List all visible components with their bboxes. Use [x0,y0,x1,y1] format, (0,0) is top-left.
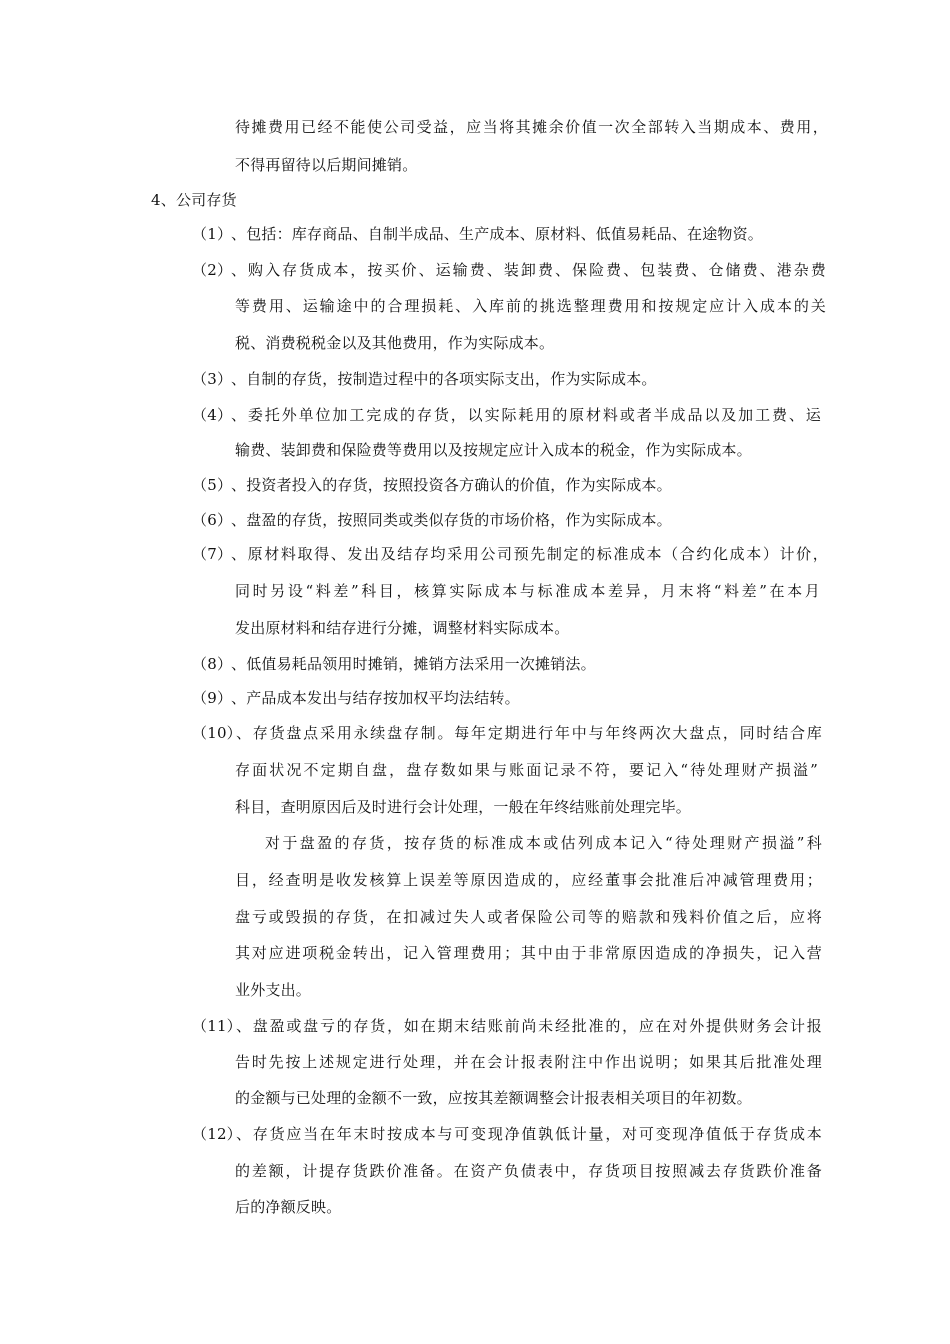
item-number: （11） [192,1017,242,1035]
item-number: （2） [192,261,233,279]
item-line: 、自制的存货，按制造过程中的各项实际支出，作为实际成本。 [231,370,657,388]
item-line: 、投资者投入的存货，按照投资各方确认的价值，作为实际成本。 [231,476,672,494]
item-number: （6） [192,511,233,529]
item-line: 发出原材料和结存进行分摊，调整材料实际成本。 [235,619,570,637]
item-number: （1） [192,225,233,243]
item-line: 输费、装卸费和保险费等费用以及按规定应计入成本的税金，作为实际成本。 [235,441,752,459]
item-line: 、原材料取得、发出及结存均采用公司预先制定的标准成本（合约化成本）计价， [231,545,828,563]
item-number: （4） [192,406,233,424]
item-line: 的差额，计提存货跌价准备。在资产负债表中，存货项目按照减去存货跌价准备 [235,1162,822,1180]
item-number: （3） [192,370,233,388]
continuation-line-2: 不得再留待以后期间摊销。 [235,156,418,174]
item-line: 税、消费税税金以及其他费用，作为实际成本。 [235,334,555,352]
item-line: 告时先按上述规定进行处理，并在会计报表附注中作出说明；如果其后批准处理 [235,1053,822,1071]
item-line: 、产品成本发出与结存按加权平均法结转。 [231,689,520,707]
item-line: 、包括：库存商品、自制半成品、生产成本、原材料、低值易耗品、在途物资。 [231,225,764,243]
paragraph-line: 目，经查明是收发核算上误差等原因造成的，应经董事会批准后冲减管理费用； [235,871,822,889]
paragraph-line: 对于盘盈的存货，按存货的标准成本或估列成本记入“待处理财产损溢”科 [265,834,822,852]
item-line: 、盘盈或盘亏的存货，如在期末结账前尚未经批准的，应在对外提供财务会计报 [236,1017,822,1035]
item-number: （7） [192,545,233,563]
item-line: 、存货盘点采用永续盘存制。每年定期进行年中与年终两次大盘点，同时结合库 [236,724,822,742]
item-line: 科目，查明原因后及时进行会计处理，一般在年终结账前处理完毕。 [235,798,692,816]
continuation-line-1: 待摊费用已经不能使公司受益，应当将其摊余价值一次全部转入当期成本、费用， [235,118,828,136]
item-line: 存面状况不定期自盘，盘存数如果与账面记录不符，要记入“待处理财产损溢” [235,761,818,779]
item-line: 、低值易耗品领用时摊销，摊销方法采用一次摊销法。 [231,655,596,673]
item-line: 、购入存货成本，按买价、运输费、装卸费、保险费、包装费、仓储费、港杂费 [231,261,826,279]
item-line: 、委托外单位加工完成的存货，以实际耗用的原材料或者半成品以及加工费、运 [231,406,821,424]
item-line: 、存货应当在年末时按成本与可变现净值孰低计量，对可变现净值低于存货成本 [236,1125,822,1143]
section-heading: 4、公司存货 [151,191,237,209]
paragraph-line: 业外支出。 [235,981,312,999]
item-line: 的金额与已处理的金额不一致，应按其差额调整会计报表相关项目的年初数。 [235,1089,752,1107]
item-number: （5） [192,476,233,494]
item-line: 等费用、运输途中的合理损耗、入库前的挑选整理费用和按规定应计入成本的关 [235,297,826,315]
paragraph-line: 盘亏或毁损的存货，在扣减过失人或者保险公司等的赔款和残料价值之后，应将 [235,908,822,926]
item-line: 、盘盈的存货，按照同类或类似存货的市场价格，作为实际成本。 [231,511,672,529]
item-number: （9） [192,689,233,707]
item-line: 同时另设“料差”科目，核算实际成本与标准成本差异，月末将“料差”在本月 [235,582,820,600]
item-number: （12） [192,1125,242,1143]
paragraph-line: 其对应进项税金转出，记入管理费用；其中由于非常原因造成的净损失，记入营 [235,944,822,962]
item-number: （8） [192,655,233,673]
item-line: 后的净额反映。 [235,1198,342,1216]
item-number: （10） [192,724,242,742]
